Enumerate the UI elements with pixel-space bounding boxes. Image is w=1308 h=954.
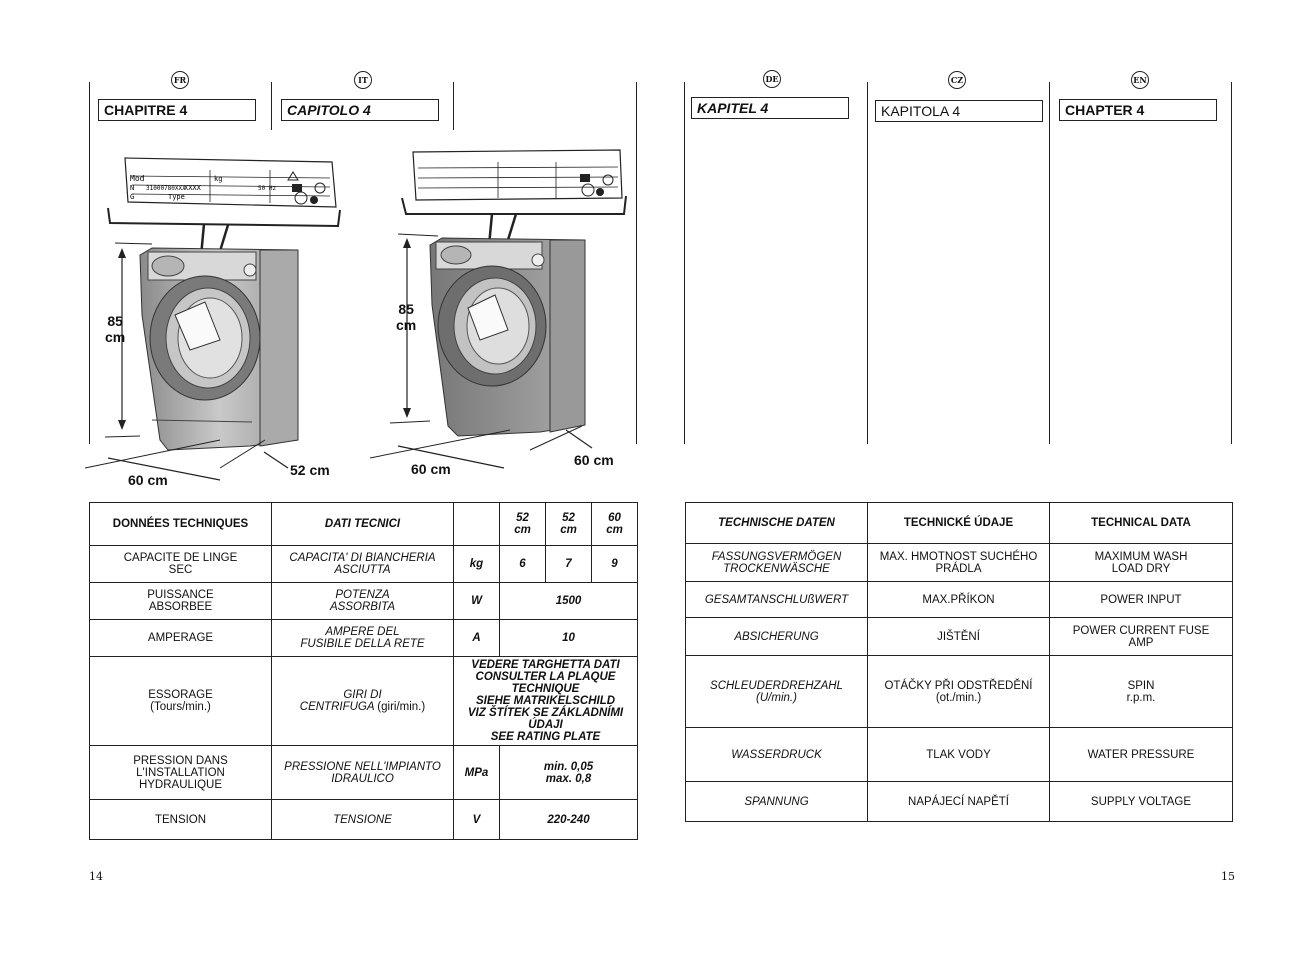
header-it: DATI TECNICI bbox=[272, 503, 454, 546]
plate-hz: 50 Hz bbox=[258, 185, 277, 192]
row-value: 7 bbox=[546, 546, 592, 583]
table-row bbox=[686, 618, 1233, 656]
column-rule bbox=[684, 82, 685, 444]
row-value: 6 bbox=[500, 546, 546, 583]
table-row bbox=[686, 728, 1233, 782]
column-rule bbox=[453, 82, 454, 130]
table-row bbox=[90, 620, 638, 657]
plate-kg: kg bbox=[214, 175, 223, 183]
row-label-de: WASSERDRUCK bbox=[686, 728, 868, 782]
row-label-de: ABSICHERUNG bbox=[686, 618, 868, 656]
table-row bbox=[90, 546, 638, 583]
plate-xxxx: XXXX bbox=[184, 184, 201, 192]
row-label-cz: OTÁČKY PŘI ODSTŘEDĚNÍ (ot./min.) bbox=[868, 656, 1050, 728]
header-52cm: 52 cm bbox=[546, 503, 592, 546]
row-label-it: TENSIONE bbox=[272, 800, 454, 840]
flag-fr-icon: FR bbox=[171, 71, 189, 89]
chapter-title-it: CAPITOLO 4 bbox=[281, 99, 439, 121]
it-label-unit: (giri/min.) bbox=[377, 701, 426, 713]
row-label-fr: PUISSANCE ABSORBEE bbox=[90, 583, 272, 620]
rating-plate-2 bbox=[413, 150, 622, 200]
row-label-de: SCHLEUDERDREHZAHL (U/min.) bbox=[686, 656, 868, 728]
row-unit: MPa bbox=[454, 746, 500, 800]
chapter-title-cz: KAPITOLA 4 bbox=[875, 100, 1043, 122]
chapter-title-en: CHAPTER 4 bbox=[1059, 99, 1217, 121]
depth-label-1: 52 cm bbox=[290, 462, 330, 478]
header-52cm: 52 cm bbox=[500, 503, 546, 546]
table-row bbox=[90, 746, 638, 800]
row-label-it: PRESSIONE NELL'IMPIANTO IDRAULICO bbox=[272, 746, 454, 800]
row-label-fr: CAPACITE DE LINGE SEC bbox=[90, 546, 272, 583]
header-en: TECHNICAL DATA bbox=[1050, 503, 1233, 544]
row-label-de: FASSUNGSVERMÖGEN TROCKENWÄSCHE bbox=[686, 544, 868, 582]
it-label-part: GIRI DI CENTRIFUGA bbox=[299, 689, 382, 713]
plate-serial: 31000780XXX bbox=[146, 185, 186, 192]
column-rule bbox=[271, 82, 272, 130]
plate-n: N bbox=[130, 184, 135, 192]
table-header-row bbox=[686, 503, 1233, 544]
row-unit: kg bbox=[454, 546, 500, 583]
header-unit bbox=[454, 503, 500, 546]
page-number-left: 14 bbox=[89, 870, 103, 883]
row-label-en: POWER CURRENT FUSE AMP bbox=[1050, 618, 1233, 656]
row-value: min. 0,05 max. 0,8 bbox=[500, 746, 638, 800]
row-value: 220-240 bbox=[500, 800, 638, 840]
row-value-see-plate: VEDERE TARGHETTA DATI CONSULTER LA PLAQUE TECHNIQUE SIEHE MATRIKELSCHILD VIZ ŠTÍTEK SE ZÁKLADNÍMI ÚDAJI SEE RATING PLATE bbox=[454, 657, 638, 746]
flag-cz-icon: CZ bbox=[948, 71, 966, 89]
row-label-cz: MAX. HMOTNOST SUCHÉHO PRÁDLA bbox=[868, 544, 1050, 582]
header-de: TECHNISCHE DATEN bbox=[686, 503, 868, 544]
row-label-en: MAXIMUM WASH LOAD DRY bbox=[1050, 544, 1233, 582]
flag-de-icon: DE bbox=[763, 70, 781, 88]
row-label-it: POTENZA ASSORBITA bbox=[272, 583, 454, 620]
row-value: 9 bbox=[592, 546, 638, 583]
table-row bbox=[686, 544, 1233, 582]
rating-plate-1 bbox=[125, 158, 336, 207]
row-label-de: SPANNUNG bbox=[686, 782, 868, 822]
row-label-it: CAPACITA' DI BIANCHERIA ASCIUTTA bbox=[272, 546, 454, 583]
washing-machine-1 bbox=[140, 248, 298, 450]
row-unit: V bbox=[454, 800, 500, 840]
technical-data-table-right bbox=[685, 502, 1233, 822]
row-label-cz: JIŠTĚNÍ bbox=[868, 618, 1050, 656]
row-label-fr: ESSORAGE (Tours/min.) bbox=[90, 657, 272, 746]
header-60cm: 60 cm bbox=[592, 503, 638, 546]
row-label-it: AMPERE DEL FUSIBILE DELLA RETE bbox=[272, 620, 454, 657]
plate-mod: Mod bbox=[130, 174, 145, 183]
row-label-it bbox=[272, 657, 454, 746]
row-label-fr: PRESSION DANS L'INSTALLATION HYDRAULIQUE bbox=[90, 746, 272, 800]
row-label-fr: AMPERAGE bbox=[90, 620, 272, 657]
row-label-en: WATER PRESSURE bbox=[1050, 728, 1233, 782]
row-label-en: SUPPLY VOLTAGE bbox=[1050, 782, 1233, 822]
column-rule bbox=[867, 82, 868, 444]
plate-type: Type bbox=[168, 193, 185, 201]
row-unit: W bbox=[454, 583, 500, 620]
row-unit: A bbox=[454, 620, 500, 657]
table-header-row bbox=[90, 503, 638, 546]
row-label-de: GESAMTANSCHLUßWERT bbox=[686, 582, 868, 618]
washing-machine-2 bbox=[430, 238, 585, 436]
width-label-2: 60 cm bbox=[411, 461, 451, 477]
row-label-cz: NAPÁJECÍ NAPĚTÍ bbox=[868, 782, 1050, 822]
row-label-en: POWER INPUT bbox=[1050, 582, 1233, 618]
flag-en-icon: EN bbox=[1131, 71, 1149, 89]
chapter-title-de: KAPITEL 4 bbox=[691, 97, 849, 119]
row-label-fr: TENSION bbox=[90, 800, 272, 840]
table-row bbox=[90, 583, 638, 620]
header-cz: TECHNICKÉ ÚDAJE bbox=[868, 503, 1050, 544]
table-row bbox=[90, 657, 638, 746]
row-value: 1500 bbox=[500, 583, 638, 620]
width-label-1: 60 cm bbox=[128, 472, 168, 488]
header-fr: DONNÉES TECHNIQUES bbox=[90, 503, 272, 546]
chapter-title-fr: CHAPITRE 4 bbox=[98, 99, 256, 121]
page-number-right: 15 bbox=[1221, 870, 1235, 883]
table-row bbox=[686, 782, 1233, 822]
row-value: 10 bbox=[500, 620, 638, 657]
column-rule bbox=[1049, 82, 1050, 444]
table-row bbox=[686, 582, 1233, 618]
table-row bbox=[90, 800, 638, 840]
height-label-1: 85 cm bbox=[105, 313, 126, 345]
depth-label-2: 60 cm bbox=[574, 452, 614, 468]
row-label-cz: MAX.PŘÍKON bbox=[868, 582, 1050, 618]
technical-data-table-left bbox=[89, 502, 638, 840]
washer-dimensions-figure bbox=[80, 140, 640, 490]
table-row bbox=[686, 656, 1233, 728]
plate-g: G bbox=[130, 193, 135, 201]
height-label-2: 85 cm bbox=[396, 301, 417, 333]
row-label-cz: TLAK VODY bbox=[868, 728, 1050, 782]
flag-it-icon: IT bbox=[354, 71, 372, 89]
row-label-en: SPIN r.p.m. bbox=[1050, 656, 1233, 728]
column-rule bbox=[1231, 82, 1232, 444]
